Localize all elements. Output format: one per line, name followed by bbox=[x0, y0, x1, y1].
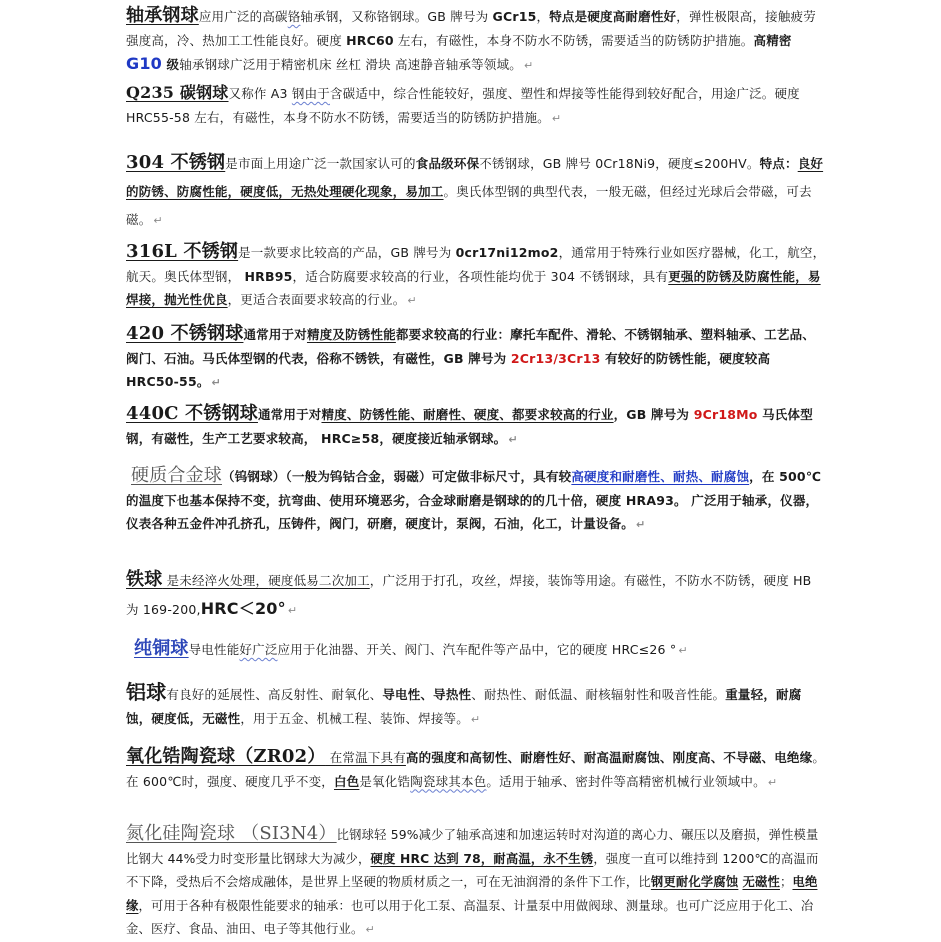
heading-copper: 纯铜球 bbox=[134, 638, 189, 659]
heading-316l: 316L 不锈钢 bbox=[126, 241, 239, 262]
section-zirconia: 氧化锆陶瓷球（ZR02） 在常温下具有高的强度和高韧性、耐磨性好、耐高温耐腐蚀、刚度高、不导磁、电绝缘。在 600℃时，强度、硬度几乎不变，白色是氧化锆陶瓷球其本色。适用于轴承、密封件等高精密机械行业领域中。 ↵ bbox=[126, 746, 826, 789]
paragraph-mark: ↵ bbox=[365, 923, 375, 936]
heading-420: 420 不锈钢球 bbox=[126, 323, 244, 344]
paragraph-mark: ↵ bbox=[767, 775, 778, 789]
paragraph-mark: ↵ bbox=[678, 644, 688, 657]
paragraph-mark: ↵ bbox=[551, 111, 562, 125]
section-316l-stainless: 316L 不锈钢是一款要求比较高的产品，GB 牌号为 0cr17ni12mo2，通常用于特殊行业如医疗器械，化工，航空，航天。奥氏体型钢， HRB95，适合防腐要求较高的行业，各项性能均优于 304 不锈钢球，具有更强的防锈及防腐性能，易焊接，抛光性优良，更适合表面要求较高的行业。 ↵ bbox=[126, 241, 826, 307]
paragraph-mark: ↵ bbox=[287, 604, 298, 617]
section-440c-stainless: 440C 不锈钢球通常用于对精度、防锈性能、耐磨性、硬度、都要求较高的行业，GB 牌号为 9Cr18Mo 马氏体型钢，有磁性，生产工艺要求较高， HRC≥58，硬度接近轴承钢球。 ↵ bbox=[126, 403, 813, 446]
section-iron: 铁球 是未经淬火处理，硬度低易二次加工，广泛用于打孔，攻丝，焊接，装饰等用途。有磁性，不防水不防锈，硬度 HB 为 169-200,HRC＜20° ↵ bbox=[126, 569, 812, 618]
heading-silicon-nitride: 氮化硅陶瓷球 （SI3N4） bbox=[126, 823, 337, 844]
paragraph-mark: ↵ bbox=[211, 376, 221, 389]
heading-zirconia: 氧化锆陶瓷球（ZR02） bbox=[126, 746, 326, 767]
heading-aluminum: 铝球 bbox=[126, 680, 167, 704]
heading-q235: Q235 碳钢球 bbox=[126, 83, 229, 102]
section-bearing-steel: 轴承钢球应用广泛的高碳铬轴承钢，又称铬钢球。GB 牌号为 GCr15，特点是硬度高耐磨性好，弹性极限高，接触疲劳强度高，冷、热加工工性能良好。硬度 HRC60 左右，有磁性，本身不防水不防锈，需要适当的防锈防护措施。高精密 G10 级轴承钢球广泛用于精密机床 丝杠 滑块 高速静音轴承等领域。 ↵ bbox=[126, 5, 816, 73]
section-carbide: 硬质合金球（钨钢球）（一般为钨钴合金，弱磁）可定做非标尺寸，具有较高硬度和耐磨性、耐热、耐腐蚀，在 500℃的温度下也基本保持不变，抗弯曲、使用环境恶劣，合金球耐磨是钢球的的几十倍，硬度 HRA93。 广泛用于轴承，仪器，仪表各种五金件冲孔挤孔，压铸件，阀门，研磨，硬度计，泵阀，石油，化工，计量设备。 ↵ bbox=[126, 465, 822, 531]
heading-304: 304 不锈钢 bbox=[126, 152, 226, 173]
heading-440c: 440C 不锈钢球 bbox=[126, 403, 258, 424]
heading-iron: 铁球 bbox=[126, 569, 163, 590]
paragraph-mark: ↵ bbox=[153, 214, 163, 227]
paragraph-mark: ↵ bbox=[407, 294, 417, 307]
section-420-stainless: 420 不锈钢球通常用于对精度及防锈性能都要求较高的行业：摩托车配件、滑轮、不锈钢轴承、塑料轴承、工艺品、阀门、石油。马氏体型钢的代表，俗称不锈铁，有磁性，GB 牌号为 2Cr13/3Cr13 有较好的防锈性能，硬度较高 HRC50-55。 ↵ bbox=[126, 323, 815, 389]
section-aluminum: 铝球有良好的延展性、高反射性、耐氧化、导电性、导热性、耐热性、耐低温、耐核辐射性和吸音性能。重量轻，耐腐蚀，硬度低，无磁性，用于五金、机械工程、装饰、焊接等。 ↵ bbox=[126, 680, 802, 726]
heading-carbide: 硬质合金球 bbox=[131, 465, 222, 486]
section-304-stainless: 304 不锈钢是市面上用途广泛一款国家认可的食品级环保不锈钢球，GB 牌号 0Cr18Ni9，硬度≤200HV。特点：良好的防锈、防腐性能，硬度低，无热处理硬化现象，易加工。奥氏体型钢的典型代表，一般无磁，但经过光球后会带磁，可去磁。 ↵ bbox=[126, 152, 824, 227]
paragraph-mark: ↵ bbox=[524, 59, 534, 72]
heading-bearing-steel: 轴承钢球 bbox=[126, 5, 199, 26]
paragraph-mark: ↵ bbox=[636, 518, 646, 531]
section-q235-carbon-steel: Q235 碳钢球又称作 A3 钢由于含碳适中，综合性能较好，强度、塑性和焊接等性能得到较好配合，用途广泛。硬度 HRC55-58 左右，有磁性，本身不防水不防锈，需要适当的防锈防护措施。 ↵ bbox=[126, 83, 800, 125]
paragraph-mark: ↵ bbox=[508, 432, 518, 446]
section-copper: 纯铜球导电性能好广泛应用于化油器、开关、阀门、汽车配件等产品中，它的硬度 HRC≤26 ° ↵ bbox=[134, 638, 688, 659]
section-silicon-nitride: 氮化硅陶瓷球 （SI3N4）比钢球轻 59%减少了轴承高速和加速运转时对沟道的离心力、碾压以及磨损，弹性模量比钢大 44%受力时变形量比钢球大为减少，硬度 HRC 达到 78，耐高温，永不生锈，强度一直可以维持到 1200℃的高温而不下降，受热后不会熔成融体，是世界上坚硬的物质材质之一，可在无油润滑的条件下工作，比钢更耐化学腐蚀 无磁性；电绝缘，可用于各种有极限性能要求的轴承：也可以用于化工泵、高温泵、计量泵中用做阀球、测量球。也可广泛应用于化工、冶金、医疗、食品、油田、电子等其他行业。 ↵ bbox=[126, 823, 819, 936]
paragraph-mark: ↵ bbox=[470, 712, 481, 726]
